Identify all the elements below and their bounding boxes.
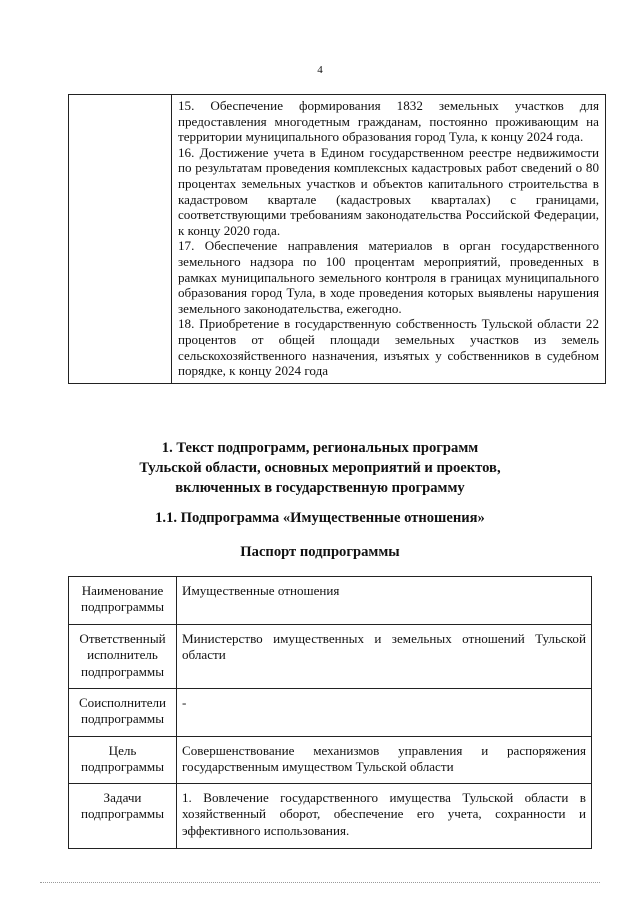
coexecutors-value: - <box>177 689 592 737</box>
page-number: 4 <box>317 64 323 76</box>
target-item-15: 15. Обеспечение формирования 1832 земельных участков для предоставления многодетным гражданам, постоянно проживающим на территории муниципального образования город Тула, к концу 2024 года. <box>178 98 599 145</box>
subprogram-heading: 1.1. Подпрограмма «Имущественные отношения» <box>155 510 485 526</box>
scan-artifact-line <box>40 882 600 883</box>
name-value: Имущественные отношения <box>177 577 592 625</box>
section-heading-line-1: 1. Текст подпрограмм, региональных программ <box>161 440 479 456</box>
passport-table <box>68 576 592 849</box>
section-heading-line-3: включенных в государственную программу <box>175 480 465 496</box>
goal-value: Совершенствование механизмов управления и распоряжения государственным имуществом Тульской области <box>177 737 592 784</box>
empty-label-cell <box>69 95 172 384</box>
goal-label: Цель подпрограммы <box>69 737 177 784</box>
responsible-label: Ответственный исполнитель подпрограммы <box>69 625 177 689</box>
target-item-16: 16. Достижение учета в Едином государственном реестре недвижимости по результатам проведения комплексных кадастровых работ сведений о 80 процентах земельных участков и объектов капитального строительства в кадастровом квартале (кадастровых кварталах) с границами, соответствующими требованиям законодательства Российской Федерации, к концу 2020 года. <box>178 144 599 238</box>
section-heading <box>0 438 640 498</box>
name-label: Наименование подпрограммы <box>69 577 177 625</box>
table-row <box>69 577 592 625</box>
responsible-value: Министерство имущественных и земельных отношений Тульской области <box>177 625 592 689</box>
table-row <box>69 625 592 689</box>
coexecutors-label: Соисполнители подпрограммы <box>69 689 177 737</box>
target-item-17: 17. Обеспечение направления материалов в орган государственного земельного надзора по 100 процентам мероприятий, проведенных в рамках муниципального земельного контроля в границах муниципального образования город Тула, в ходе проведения которых выявлены нарушения земельного законодательства, ежегодно. <box>178 238 599 316</box>
tasks-label: Задачи подпрограммы <box>69 784 177 849</box>
table-row <box>69 95 606 384</box>
table-row <box>69 689 592 737</box>
tasks-value: 1. Вовлечение государственного имущества Тульской области в хозяйственный оборот, обеспечение его учета, сохранности и эффективного использования. <box>177 784 592 849</box>
passport-heading: Паспорт подпрограммы <box>240 544 400 560</box>
table-row <box>69 737 592 784</box>
targets-cell <box>172 95 606 384</box>
table-row <box>69 784 592 849</box>
section-heading-line-2: Тульской области, основных мероприятий и проектов, <box>139 460 501 476</box>
continued-targets-table <box>68 94 606 384</box>
target-item-18: 18. Приобретение в государственную собственность Тульской области 22 процентов от общей площади земельных участков из земель сельскохозяйственного назначения, изъятых у собственников в судебном порядке, к концу 2024 года <box>178 316 599 379</box>
